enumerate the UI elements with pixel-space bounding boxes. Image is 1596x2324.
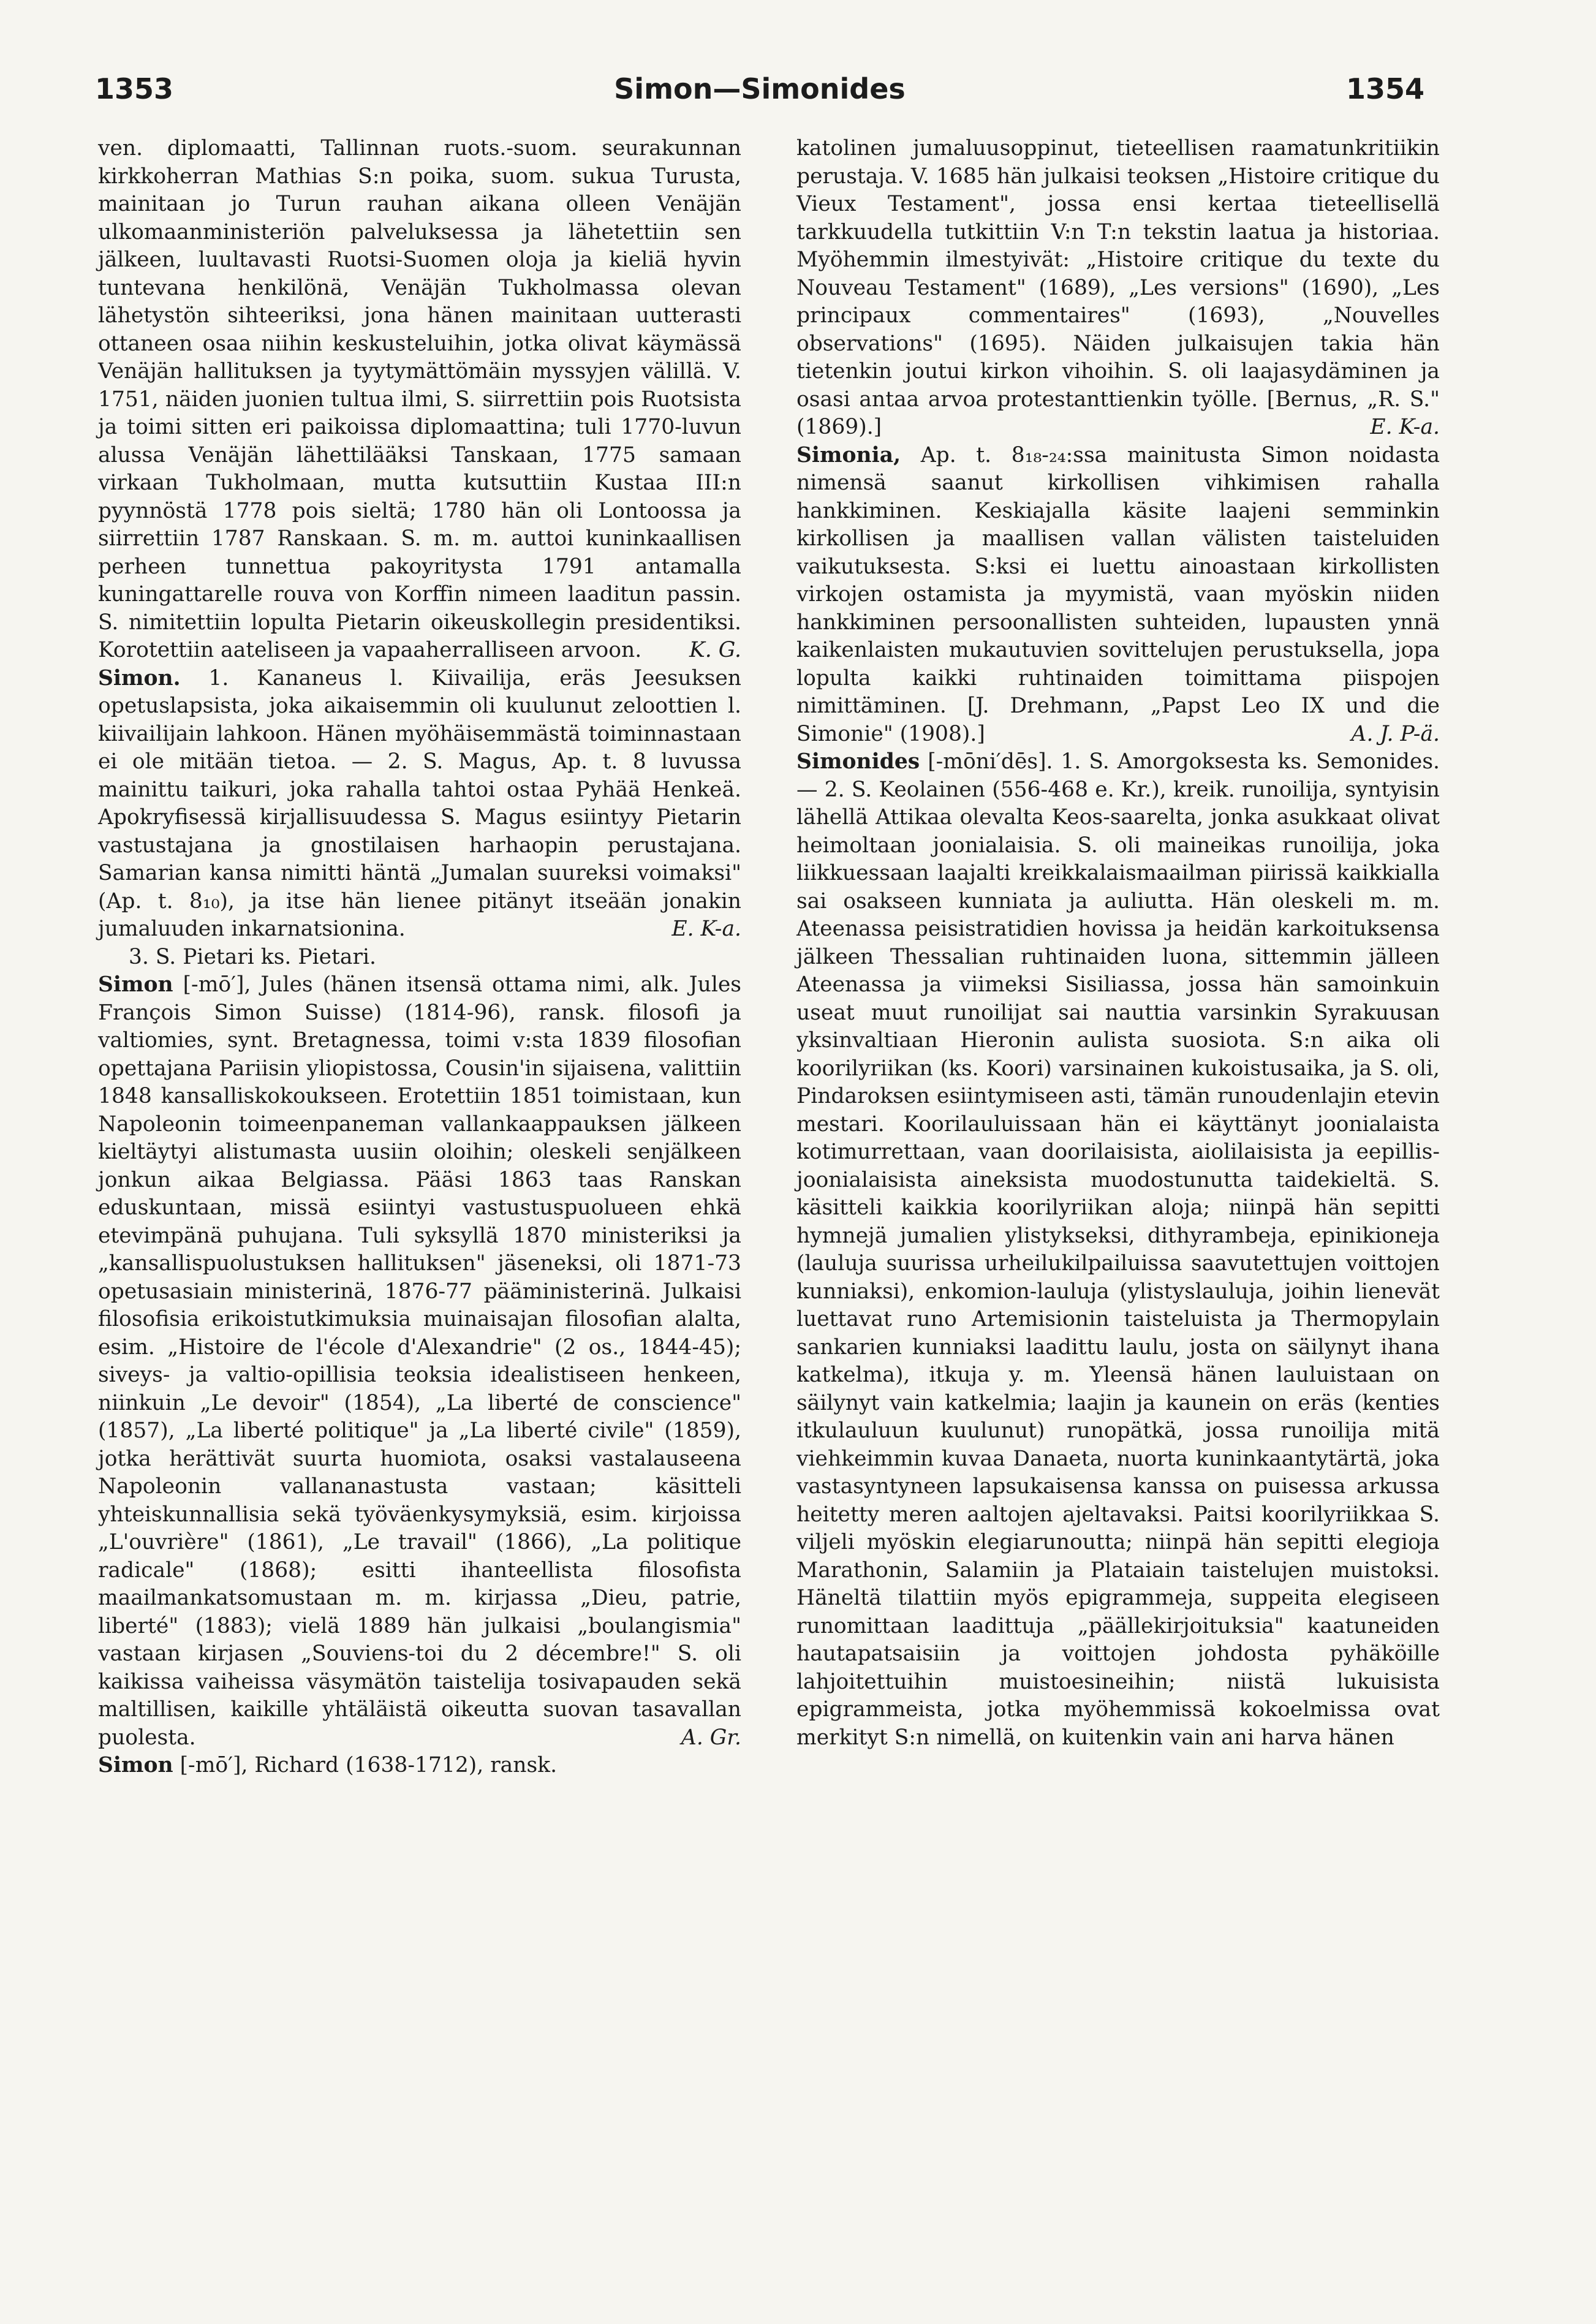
entry-headword: Simon xyxy=(98,972,173,997)
page-number-left: 1353 xyxy=(95,72,174,105)
author-signature: A. J. P-ä. xyxy=(1351,721,1440,746)
page-number-right: 1354 xyxy=(1345,72,1424,105)
author-signature: K. G. xyxy=(689,638,741,662)
author-signature: E. K-a. xyxy=(671,917,741,941)
entry-paragraph: Simon. 1. Kananeus l. Kiivailija, eräs Jeesuksen opetuslapsista, joka aikaisemmin oli kuulunut zeloottien l. kiivailijain lahkoon. Hänen myöhäisemmästä toiminnastaan ei ole mitään tietoa. — 2. S. Magus, Ap. t. 8 luvussa mainittu taikuri, joka rahalla tahtoi ostaa Pyhää Henkeä. Apokryfisessä kirjallisuudessa S. Magus esiintyy Pietarin vastustajana ja gnostilaisen harhaopin perustajana. Samarian kansa nimitti häntä „Jumalan suureksi voimaksi" (Ap. t. 8₁₀), ja itse hän lienee pitänyt itseään jonakin jumaluuden inkarnatsionina. E. K-a. xyxy=(98,665,741,944)
page-header xyxy=(95,72,1424,121)
entry-paragraph: Simon [-mō′], Jules (hänen itsensä ottama nimi, alk. Jules François Simon Suisse) (1814-96), ransk. filosofi ja valtiomies, synt. Bretagnessa, toimi v:sta 1839 filosofian opettajana Pariisin yliopistossa, Cousin'in sijaisena, valittiin 1848 kansalliskokoukseen. Erotettiin 1851 toimistaan, kun Napoleonin toimeenpaneman vallankaappauksen jälkeen kieltäytyi alistumasta uusiin oloihin; oleskeli senjälkeen jonkun aikaa Belgiassa. Pääsi 1863 taas Ranskan eduskuntaan, missä esiintyi vastustuspuolueen ehkä etevimpänä puhujana. Tuli syksyllä 1870 ministeriksi ja „kansallispuolustuksen hallituksen" jäseneksi, oli 1871-73 opetusasiain ministerinä, 1876-77 pääministerinä. Julkaisi filosofisia erikoistutkimuksia muinaisajan filosofian alalta, esim. „Histoire de l'école d'Alexandrie" (2 os., 1844-45); siveys- ja valtio-opillisia teoksia idealistiseen henkeen, niinkuin „Le devoir" (1854), „La liberté de conscience" (1857), „La liberté politique" ja „La liberté civile" (1859), jotka herättivät suurta huomiota, osaksi vastalauseena Napoleonin vallananastusta vastaan; käsitteli yhteiskunnallisia sekä työväenkysymyksiä, esim. kirjoissa „L'ouvrière" (1861), „Le travail" (1866), „La politique radicale" (1868); esitti ihanteellista filosofista maailmankatsomustaan m. m. kirjassa „Dieu, patrie, liberté" (1883); vielä 1889 hän julkaisi „boulangismia" vastaan kirjasen „Souviens-toi du 2 décembre!" S. oli kaikissa vaiheissa väsymätön taistelija tosivapauden sekä maltillisen, kaikille yhtäläistä oikeutta suovan tasavallan puolesta. A. Gr. xyxy=(98,971,741,1752)
entry-headword: Simonides xyxy=(796,749,920,774)
right-column xyxy=(796,135,1440,1752)
entry-paragraph: Simon [-mō′], Richard (1638-1712), ransk. xyxy=(98,1753,558,1777)
entry-paragraph: katolinen jumaluusoppinut, tieteellisen raamatunkritiikin perustaja. V. 1685 hän julkaisi teoksen „Histoire critique du Vieux Testament", jossa ensi kertaa tieteellisellä tarkkuudella tutkittiin V:n T:n tekstin laatua ja historiaa. Myöhemmin ilmestyivät: „Histoire critique du texte du Nouveau Testament" (1689), „Les versions" (1690), „Les principaux commentaires" (1693), „Nouvelles observations" (1695). Näiden julkaisujen takia hän tietenkin joutui kirkon vihoihin. S. oli laajasydäminen ja osasi antaa arvoa protestanttienkin työlle. [Bernus, „R. S." (1869).] E. K-a. xyxy=(796,135,1440,442)
entry-paragraph: Simonides [-mōni′dēs]. 1. S. Amorgoksesta ks. Semonides. — 2. S. Keolainen (556-468 e. Kr.), kreik. runoilija, syntyisin lähellä Attikaa olevalta Keos-saarelta, jonka asukkaat olivat heimoltaan joonialaisia. S. oli maineikas runoilija, joka liikkuessaan laajalti kreikkalaismaailman piirissä kaikkialla sai osakseen kunniata ja auliutta. Hän oleskeli m. m. Ateenassa peisistratidien hovissa ja heidän karkoituksensa jälkeen Thessalian ruhtinaiden luona, sittemmin jälleen Ateenassa ja viimeksi Sisiliassa, jossa hän samoinkuin useat muut runoilijat sai nauttia varsinkin Syrakuusan yksinvaltiaan Hieronin aulista suosiota. S:n aika oli koorilyriikan (ks. Koori) varsinainen kukoistusaika, ja S. oli, Pindaroksen esiintymiseen asti, tämän runoudenlajin etevin mestari. Koorilauluissaan hän ei käyttänyt joonialaista kotimurrettaan, vaan doorilaisista, aiolilaisista ja eepillis-joonialaisista aineksista muodostunutta taidekieltä. S. käsitteli kaikkia koorilyriikan aloja; niinpä hän sepitti hymnejä jumalien ylistykseksi, dithyrambeja, epinikioneja (lauluja suurissa urheilukilpailuissa saavutettujen voittojen kunniaksi), enkomion-lauluja (ylistyslauluja, joihin lienevät luettavat runo Artemisionin taisteluista ja Thermopylain sankarien kunniaksi laadittu laulu, josta on säilynyt ihana katkelma), itkuja y. m. Yleensä hänen lauluistaan on säilynyt vain katkelmia; laajin ja kaunein on eräs (kenties itkulauluun kuulunut) runopätkä, jossa runoilija mitä viehkeimmin kuvaa Danaeta, nuorta kuninkaantytärtä, joka vastasyntyneen lapsukaisensa kanssa on puisessa arkussa heitetty meren aaltojen ajeltavaksi. Paitsi koorilyriikkaa S. viljeli myöskin elegiarunoutta; niinpä hän sepitti elegioja Marathonin, Salamiin ja Plataiain taistelujen muistoksi. Häneltä tilattiin myös epigrammeja, suppeita elegiseen runomittaan laadittuja „päällekirjoituksia" kaatuneiden hautapatsaisiin ja voittojen johdosta pyhäköille lahjoitettuihin muistoesineihin; niistä lukuisista epigrammeista, jotka myöhemmissä kokoelmissa ovat merkityt S:n nimellä, on kuitenkin vain ani harva hänen xyxy=(796,749,1440,1750)
running-title: Simon—Simonides xyxy=(614,72,906,105)
entry-headword: Simon. xyxy=(98,665,181,691)
author-signature: E. K-a. xyxy=(1370,415,1440,439)
entry-paragraph: Simonia, Ap. t. 8₁₈-₂₄:ssa mainitusta Simon noidasta nimensä saanut kirkollisen vihkimisen rahalla hankkiminen. Keskiajalla käsite laajeni semminkin kirkollisen ja maallisen vallan välisten taisteluiden vaikutuksesta. S:ksi ei luettu ainoastaan kirkollisten virkojen ostamista ja myymistä, vaan myöskin niiden hankkiminen persoonallisten suhteiden, lupausten ynnä kaikenlaisten mukautuvien sovittelujen perustuksella, jopa lopulta kaikki ruhtinaiden toimittama piispojen nimittäminen. [J. Drehmann, „Papst Leo IX und die Simonie" (1908).] A. J. P-ä. xyxy=(796,442,1440,749)
entry-headword: Simon xyxy=(98,1753,173,1777)
entry-paragraph: 3. S. Pietari ks. Pietari. xyxy=(129,944,376,969)
entry-paragraph: ven. diplomaatti, Tallinnan ruots.-suom. seurakunnan kirkkoherran Mathias S:n poika, suom. sukua Turusta, mainitaan jo Turun rauhan aikana olleen Venäjän ulkomaanministeriön palveluksessa ja lähetettiin sen jälkeen, luultavasti Ruotsi-Suomen oloja ja kieliä hyvin tuntevana henkilönä, Venäjän Tukholmassa olevan lähetystön sihteeriksi, jona hänen mainitaan uutterasti ottaneen osaa niihin keskusteluihin, jotka olivat käymässä Venäjän hallituksen ja tyytymättömäin myssyjen välillä. V. 1751, näiden juonien tultua ilmi, S. siirrettiin pois Ruotsista ja toimi sitten eri paikoissa diplomaattina; tuli 1770-luvun alussa Venäjän lähettilääksi Tanskaan, 1775 samaan virkaan Tukholmaan, mutta kutsuttiin Kustaa III:n pyynnöstä 1778 pois sieltä; 1780 hän oli Lontoossa ja siirrettiin 1787 Ranskaan. S. m. m. auttoi kuninkaallisen perheen tunnettua pakoyritysta 1791 antamalla kuningattarelle rouva von Korffin nimeen laaditun passin. S. nimitettiin lopulta Pietarin oikeuskollegin presidentiksi. Korotettiin aateliseen ja vapaaherralliseen arvoon. K. G. xyxy=(98,135,741,665)
left-column xyxy=(98,135,741,1780)
author-signature: A. Gr. xyxy=(681,1725,741,1750)
entry-headword: Simonia, xyxy=(796,442,901,467)
